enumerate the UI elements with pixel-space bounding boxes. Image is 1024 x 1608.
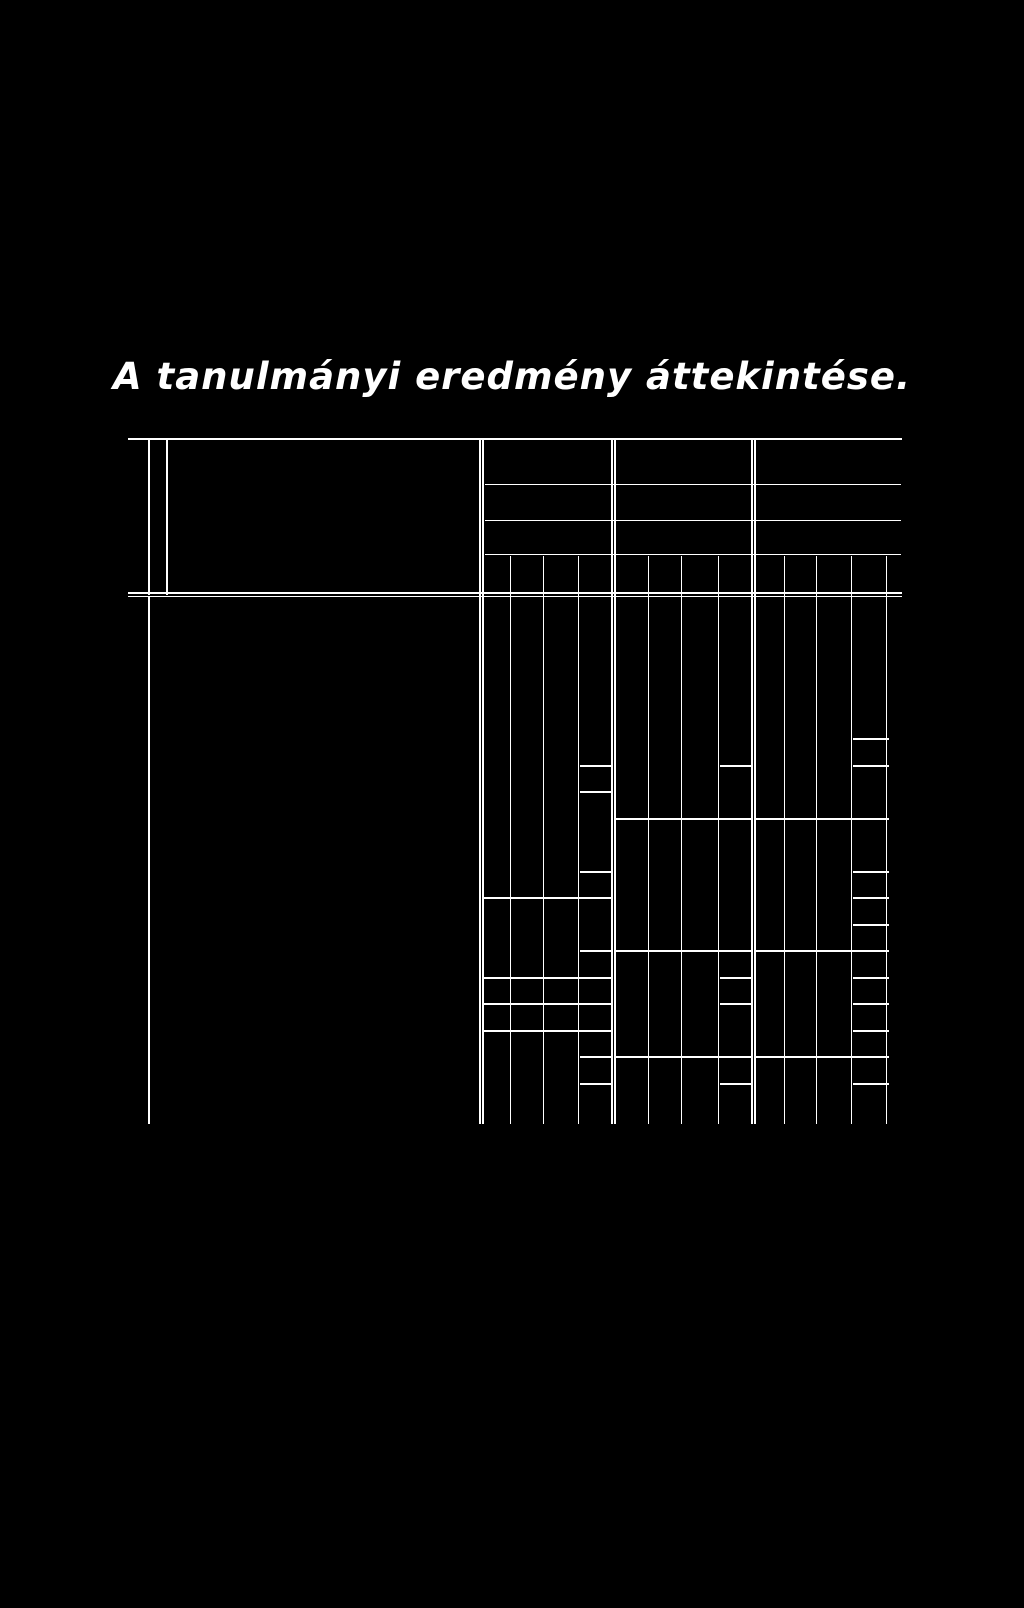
empty-dash xyxy=(580,1083,613,1085)
empty-dash xyxy=(720,977,753,979)
empty-dash xyxy=(650,1056,684,1058)
empty-dash xyxy=(683,950,721,952)
empty-dash xyxy=(545,897,581,899)
empty-dash xyxy=(853,1030,889,1032)
empty-dash xyxy=(580,950,613,952)
empty-dash xyxy=(580,871,613,873)
subject-divider xyxy=(166,440,168,595)
empty-dash xyxy=(482,897,513,899)
empty-dash xyxy=(818,818,854,820)
col-divider xyxy=(784,556,785,1124)
empty-dash xyxy=(615,950,651,952)
group-divider xyxy=(611,440,613,1124)
group-divider xyxy=(751,440,753,1124)
header-bottom-rule xyxy=(128,592,902,594)
empty-dash xyxy=(853,924,889,926)
empty-dash xyxy=(786,1056,819,1058)
empty-dash xyxy=(512,1030,546,1032)
empty-dash xyxy=(482,977,513,979)
empty-dash xyxy=(580,897,613,899)
empty-dash xyxy=(853,977,889,979)
empty-dash xyxy=(683,818,721,820)
empty-dash xyxy=(650,818,684,820)
empty-dash xyxy=(650,950,684,952)
empty-dash xyxy=(755,818,787,820)
group-divider xyxy=(482,440,484,1124)
empty-dash xyxy=(580,1056,613,1058)
empty-dash xyxy=(786,818,819,820)
col-divider xyxy=(543,556,544,1124)
empty-dash xyxy=(755,1056,787,1058)
empty-dash xyxy=(853,1056,889,1058)
empty-dash xyxy=(720,1056,753,1058)
empty-dash xyxy=(512,897,546,899)
empty-dash xyxy=(853,1003,889,1005)
col-divider xyxy=(510,556,511,1124)
empty-dash xyxy=(755,950,787,952)
page-title: A tanulmányi eredmény áttekintése. xyxy=(112,355,911,398)
empty-dash xyxy=(580,1003,613,1005)
folyo-szam-label xyxy=(120,448,146,578)
col-divider xyxy=(816,556,817,1124)
empty-dash xyxy=(512,1003,546,1005)
col-divider xyxy=(681,556,682,1124)
empty-dash xyxy=(545,1030,581,1032)
top-rule xyxy=(128,438,902,440)
header-rule xyxy=(485,520,901,521)
col-divider xyxy=(718,556,719,1124)
empty-dash xyxy=(580,765,613,767)
empty-dash xyxy=(580,1030,613,1032)
empty-dash xyxy=(853,950,889,952)
group-divider xyxy=(754,440,756,1124)
empty-dash xyxy=(512,977,546,979)
empty-dash xyxy=(580,791,613,793)
col-divider xyxy=(648,556,649,1124)
empty-dash xyxy=(853,871,889,873)
header-rule xyxy=(485,484,901,485)
empty-dash xyxy=(545,977,581,979)
folyo-divider xyxy=(148,596,150,1124)
empty-dash xyxy=(615,818,651,820)
empty-dash xyxy=(853,897,889,899)
empty-dash xyxy=(853,765,889,767)
empty-dash xyxy=(720,1003,753,1005)
header-rule xyxy=(485,554,901,555)
empty-dash xyxy=(786,950,819,952)
col-divider xyxy=(851,556,852,1124)
empty-dash xyxy=(720,765,753,767)
empty-dash xyxy=(853,818,889,820)
group-divider xyxy=(614,440,616,1124)
empty-dash xyxy=(482,1030,513,1032)
empty-dash xyxy=(615,1056,651,1058)
empty-dash xyxy=(482,1003,513,1005)
folyo-divider xyxy=(148,440,150,595)
col-divider xyxy=(578,556,579,1124)
empty-dash xyxy=(853,1083,889,1085)
empty-dash xyxy=(683,1056,721,1058)
empty-dash xyxy=(818,1056,854,1058)
empty-dash xyxy=(720,1083,753,1085)
empty-dash xyxy=(720,950,753,952)
empty-dash xyxy=(818,950,854,952)
header-bottom-rule xyxy=(128,596,902,597)
col-divider xyxy=(886,556,887,1124)
empty-dash xyxy=(853,738,889,740)
empty-dash xyxy=(580,977,613,979)
group-divider xyxy=(479,440,481,1124)
empty-dash xyxy=(545,1003,581,1005)
empty-dash xyxy=(720,818,753,820)
